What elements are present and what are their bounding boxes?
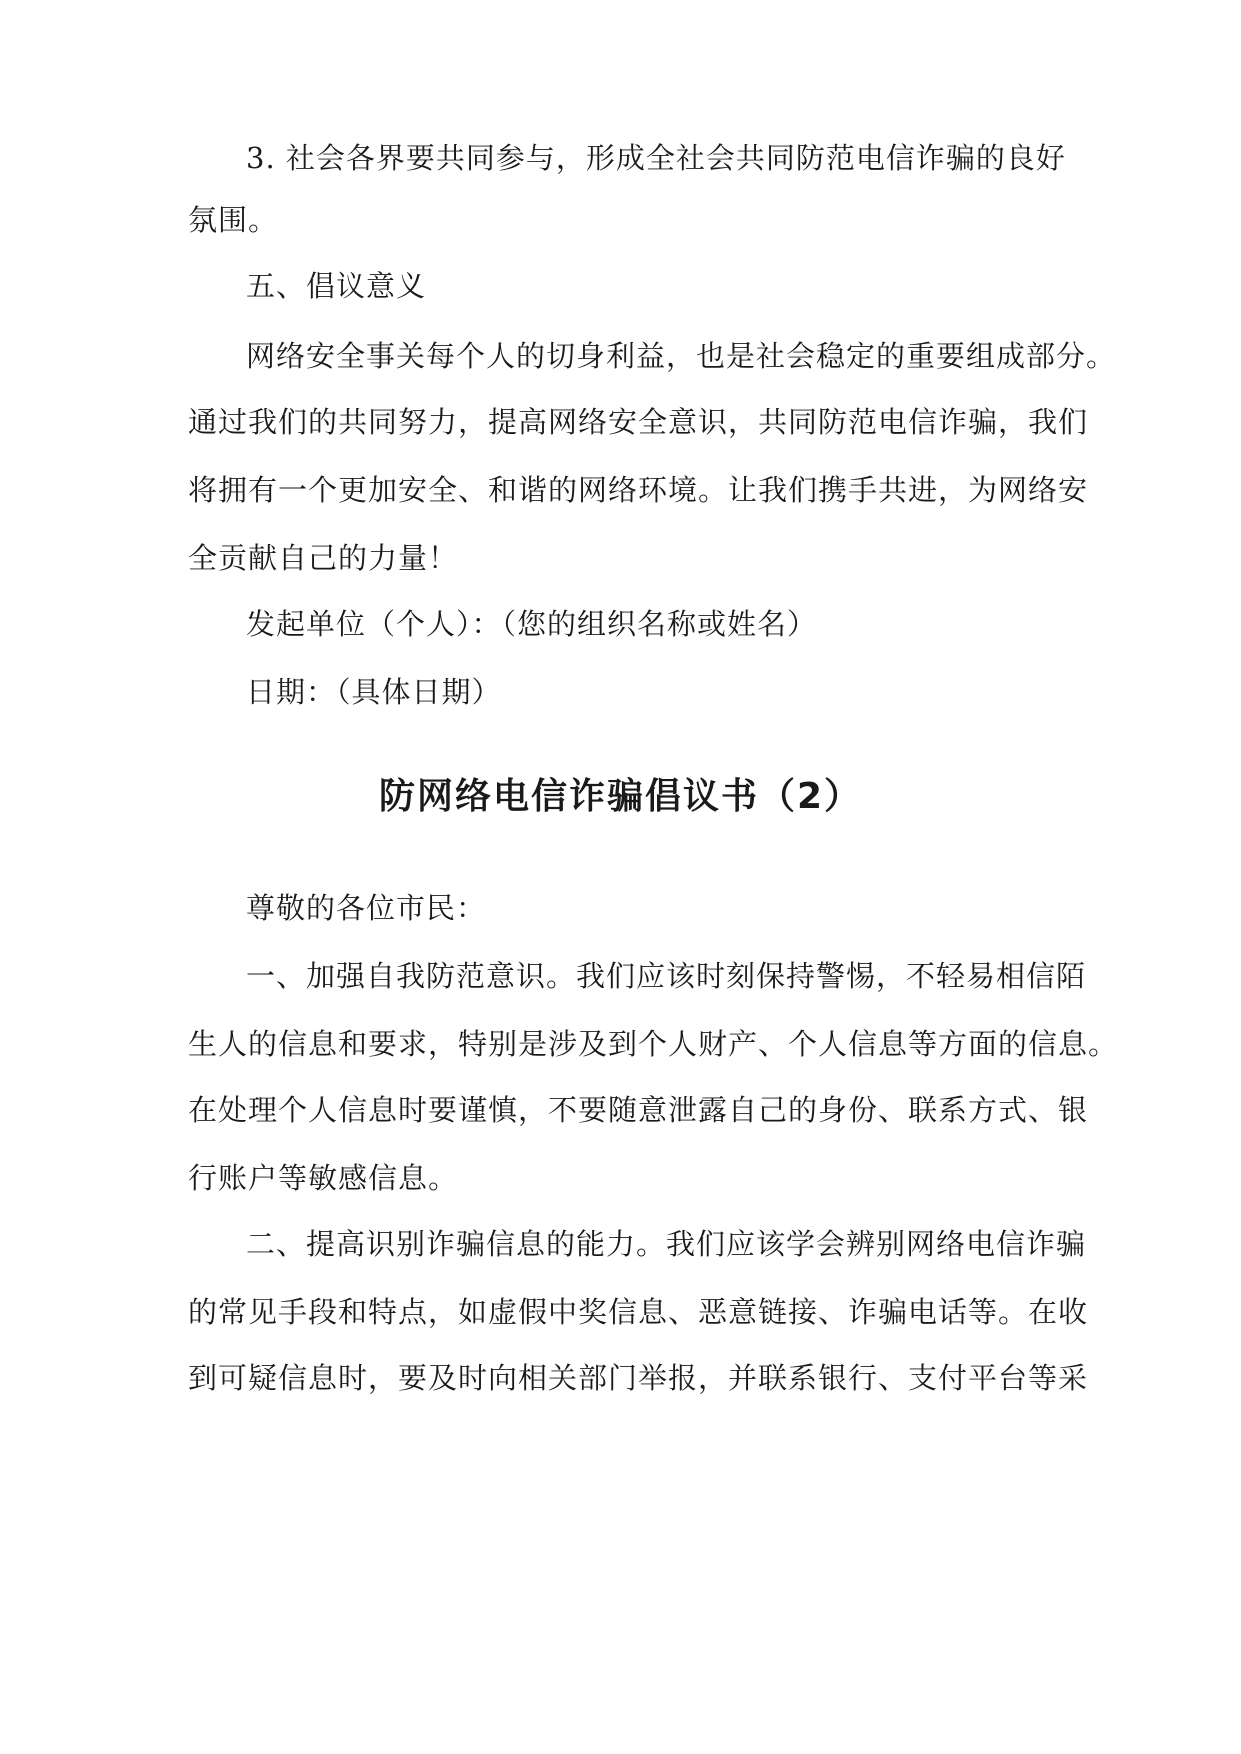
paragraph-significance-line4: 全贡献自己的力量！: [188, 541, 459, 575]
heading-significance: 五、倡议意义: [246, 269, 427, 303]
document-title: 防网络电信诈骗倡议书（2）: [378, 776, 863, 817]
paragraph-point2-line1: 二、提高识别诈骗信息的能力。我们应该学会辨别网络电信诈骗: [246, 1227, 1087, 1261]
paragraph-item3-line1: 3. 社会各界要共同参与，形成全社会共同防范电信诈骗的良好: [246, 141, 1066, 175]
paragraph-point2-line3: 到可疑信息时，要及时向相关部门举报，并联系银行、支付平台等采: [188, 1361, 1089, 1395]
paragraph-point1-line3: 在处理个人信息时要谨慎，不要随意泄露自己的身份、联系方式、银: [188, 1093, 1089, 1127]
paragraph-point1-line2: 生人的信息和要求，特别是涉及到个人财产、个人信息等方面的信息。: [188, 1027, 1119, 1061]
paragraph-point2-line2: 的常见手段和特点，如虚假中奖信息、恶意链接、诈骗电话等。在收: [188, 1295, 1089, 1329]
paragraph-item3-line2: 氛围。: [188, 203, 279, 237]
paragraph-significance-line1: 网络安全事关每个人的切身利益，也是社会稳定的重要组成部分。: [246, 339, 1117, 373]
initiator-line: 发起单位（个人）：（您的组织名称或姓名）: [246, 607, 818, 641]
paragraph-point1-line1: 一、加强自我防范意识。我们应该时刻保持警惕，不轻易相信陌: [246, 959, 1087, 993]
date-line: 日期：（具体日期）: [246, 675, 502, 709]
paragraph-point1-line4: 行账户等敏感信息。: [188, 1161, 459, 1195]
paragraph-significance-line2: 通过我们的共同努力，提高网络安全意识，共同防范电信诈骗，我们: [188, 405, 1089, 439]
salutation: 尊敬的各位市民：: [246, 891, 487, 925]
paragraph-significance-line3: 将拥有一个更加安全、和谐的网络环境。让我们携手共进，为网络安: [188, 473, 1089, 507]
